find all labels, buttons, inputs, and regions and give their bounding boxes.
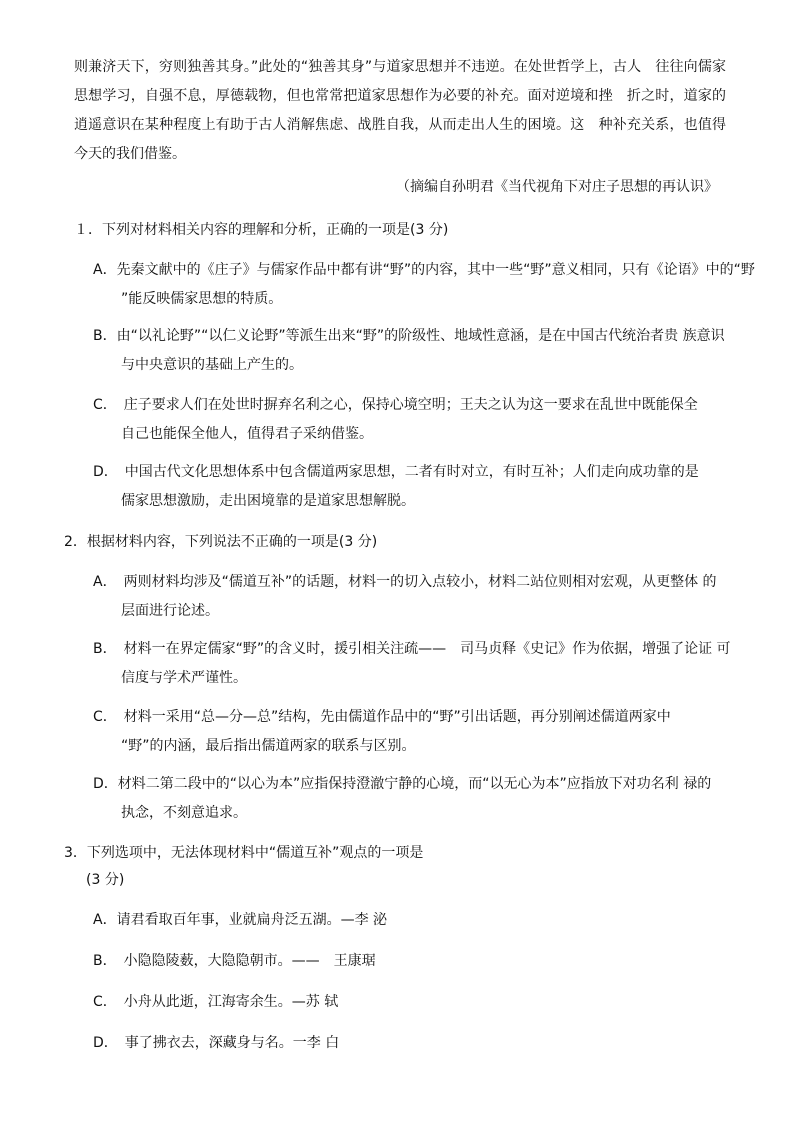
question-2-option-c <box>93 703 733 761</box>
option-text: B． 材料一在界定儒家“野”的含义时，援引相关注疏—— 司马贞释《史记》作为依据，增强了论证 可 <box>93 641 731 657</box>
option-text: D． 中国古代文化思想体系中包含儒道两家思想，二者有时对立，有时互补；人们走向成功靠的是 <box>93 464 699 480</box>
option-text: A． 两则材料均涉及“儒道互补”的话题，材料一的切入点较小，材料二站位则相对宏观，从更整体 的 <box>93 574 717 590</box>
option-text: C． 庄子要求人们在处世时摒弃名利之心，保持心境空明；王夫之认为这一要求在乱世中既能保全 <box>93 397 698 413</box>
question-3-score: (3 分) <box>86 872 125 888</box>
question-3-option-b: B． 小隐隐陵薮，大隐隐朝市。—— 王康琚 <box>93 953 376 969</box>
option-text: B．由“以礼论野”“以仁义论野”等派生出来“野”的阶级性、地域性意涵，是在中国古代统治者贵 族意识 <box>93 328 725 344</box>
question-1-option-c <box>93 391 733 449</box>
question-1-option-b <box>93 322 733 380</box>
question-2-option-b <box>93 635 733 693</box>
option-text: D．材料二第二段中的“以心为本”应指保持澄澈宁静的心境，而“以无心为本”应指放下对功名利 禄的 <box>93 776 712 792</box>
question-3-option-c: C． 小舟从此逝，江海寄余生。—苏 轼 <box>93 994 339 1010</box>
question-1-option-a <box>93 256 755 314</box>
option-text-continued: 自己也能保全他人，值得君子采纳借鉴。 <box>121 426 373 442</box>
passage-source: （摘编自孙明君《当代视角下对庄子思想的再认识》 <box>396 179 718 195</box>
option-text-continued: “野”的内涵，最后指出儒道两家的联系与区别。 <box>121 738 416 754</box>
question-3-stem: 3．下列选项中，无法体现材料中“儒道互补”观点的一项是 <box>64 845 424 861</box>
question-2-option-d <box>93 770 733 828</box>
option-text-continued: 信度与学术严谨性。 <box>121 670 247 686</box>
question-1-stem: １．下列对材料相关内容的理解和分析，正确的一项是(3 分) <box>74 222 449 238</box>
option-text-continued: 与中央意识的基础上产生的。 <box>121 357 303 373</box>
option-text-continued: 层面进行论述。 <box>121 603 219 619</box>
question-1-option-d <box>93 458 733 516</box>
question-3-option-d: D． 事了拂衣去，深藏身与名。一李 白 <box>93 1035 340 1051</box>
question-2-option-a <box>93 568 733 626</box>
option-text-continued: ”能反映儒家思想的特质。 <box>121 291 283 307</box>
option-text: C． 材料一采用“总—分—总”结构，先由儒道作品中的“野”引出话题，再分别阐述儒道两家中 <box>93 709 671 725</box>
passage-paragraph: 则兼济天下，穷则独善其身。”此处的“独善其身”与道家思想并不违逆。在处世哲学上，古人 往往向儒家思想学习，自强不息，厚德载物，但也常常把道家思想作为必要的补充。面对逆境和挫 折之时，道家的逍遥意识在某种程度上有助于古人消解焦虑、战胜自我，从而走出人生的困境。这 种补充关系，也值得今天的我们借鉴。 <box>74 59 726 162</box>
question-3-option-a: A．请君看取百年事，业就扁舟泛五湖。—李 泌 <box>93 912 388 928</box>
question-2-stem: 2．根据材料内容，下列说法不正确的一项是(3 分) <box>64 534 378 550</box>
option-text: A．先秦文献中的《庄子》与儒家作品中都有讲“野”的内容，其中一些“野”意义相同，只有《论语》中的“野 <box>93 262 755 278</box>
option-text-continued: 儒家思想激励，走出困境靠的是道家思想解脱。 <box>121 493 415 509</box>
option-text-continued: 执念，不刻意追求。 <box>121 805 247 821</box>
